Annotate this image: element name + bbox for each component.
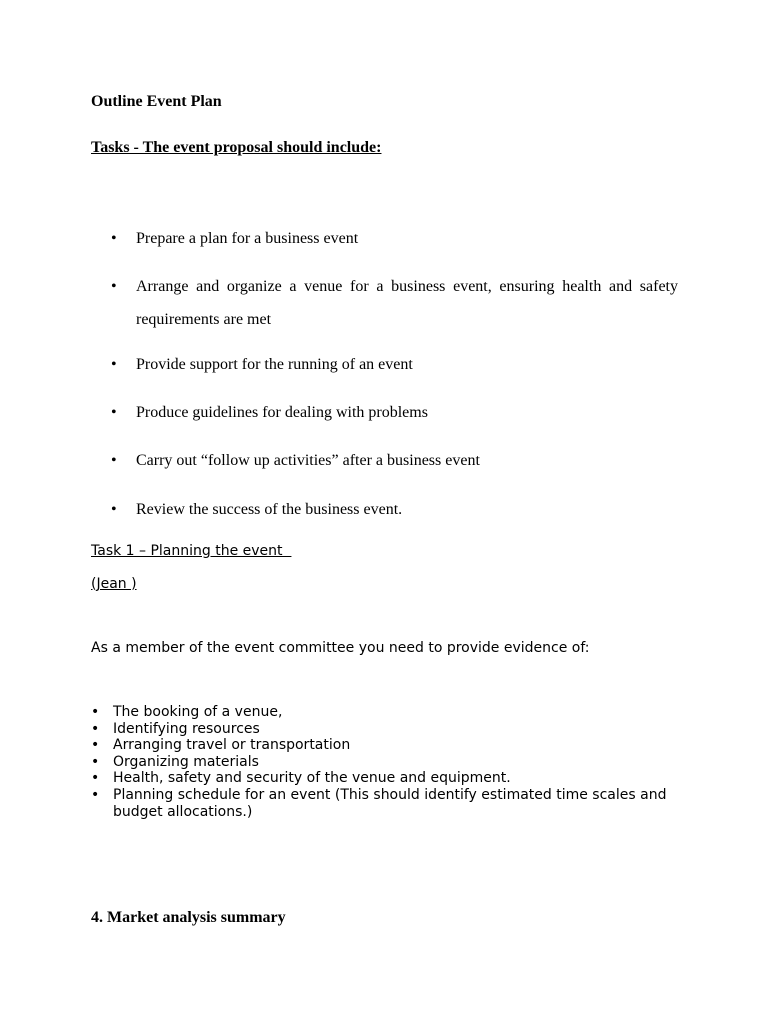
bullet-icon: • <box>91 720 100 737</box>
task-text: Provide support for the running of an event <box>136 356 413 373</box>
bullet-icon: • <box>111 278 117 295</box>
bullet-icon: • <box>91 786 100 803</box>
task-text: Review the success of the business event. <box>136 501 403 518</box>
task-text: Prepare a plan for a business event <box>136 230 359 247</box>
bullet-icon: • <box>91 704 100 720</box>
bullet-icon: • <box>111 452 117 469</box>
bullet-icon: • <box>111 501 117 518</box>
task-text: Arrange and organize a venue for a business event, ensuring health and safety requirements are met <box>136 278 678 328</box>
bullet-icon: • <box>91 737 100 754</box>
list-item: • The booking of a venue, <box>91 704 283 720</box>
market-analysis-heading: 4. Market analysis summary <box>91 909 286 926</box>
task-text: Carry out “follow up activities” after a business event <box>136 452 480 469</box>
evidence-list <box>91 704 681 820</box>
bullet-icon: • <box>91 770 100 787</box>
list-item: • Planning schedule for an event (This should identify estimated time scales and budget allocations.) <box>91 786 667 820</box>
bullet-icon: • <box>111 404 117 421</box>
list-item: • Organizing materials <box>91 753 259 770</box>
list-item: • Arranging travel or transportation <box>91 737 351 754</box>
task1-heading: Task 1 – Planning the event <box>91 543 292 559</box>
list-item: • Identifying resources <box>91 720 260 737</box>
bullet-icon: • <box>111 230 117 247</box>
bullet-icon: • <box>91 753 100 770</box>
document-title: Outline Event Plan <box>91 93 222 110</box>
bullet-icon: • <box>111 356 117 373</box>
task1-owner: (Jean ) <box>91 576 137 592</box>
task-text: Produce guidelines for dealing with problems <box>136 404 428 421</box>
proposal-subtitle: Tasks - The event proposal should include: <box>91 139 382 156</box>
evidence-intro: As a member of the event committee you need to provide evidence of: <box>91 640 590 656</box>
list-item: • Health, safety and security of the venue and equipment. <box>91 770 511 787</box>
